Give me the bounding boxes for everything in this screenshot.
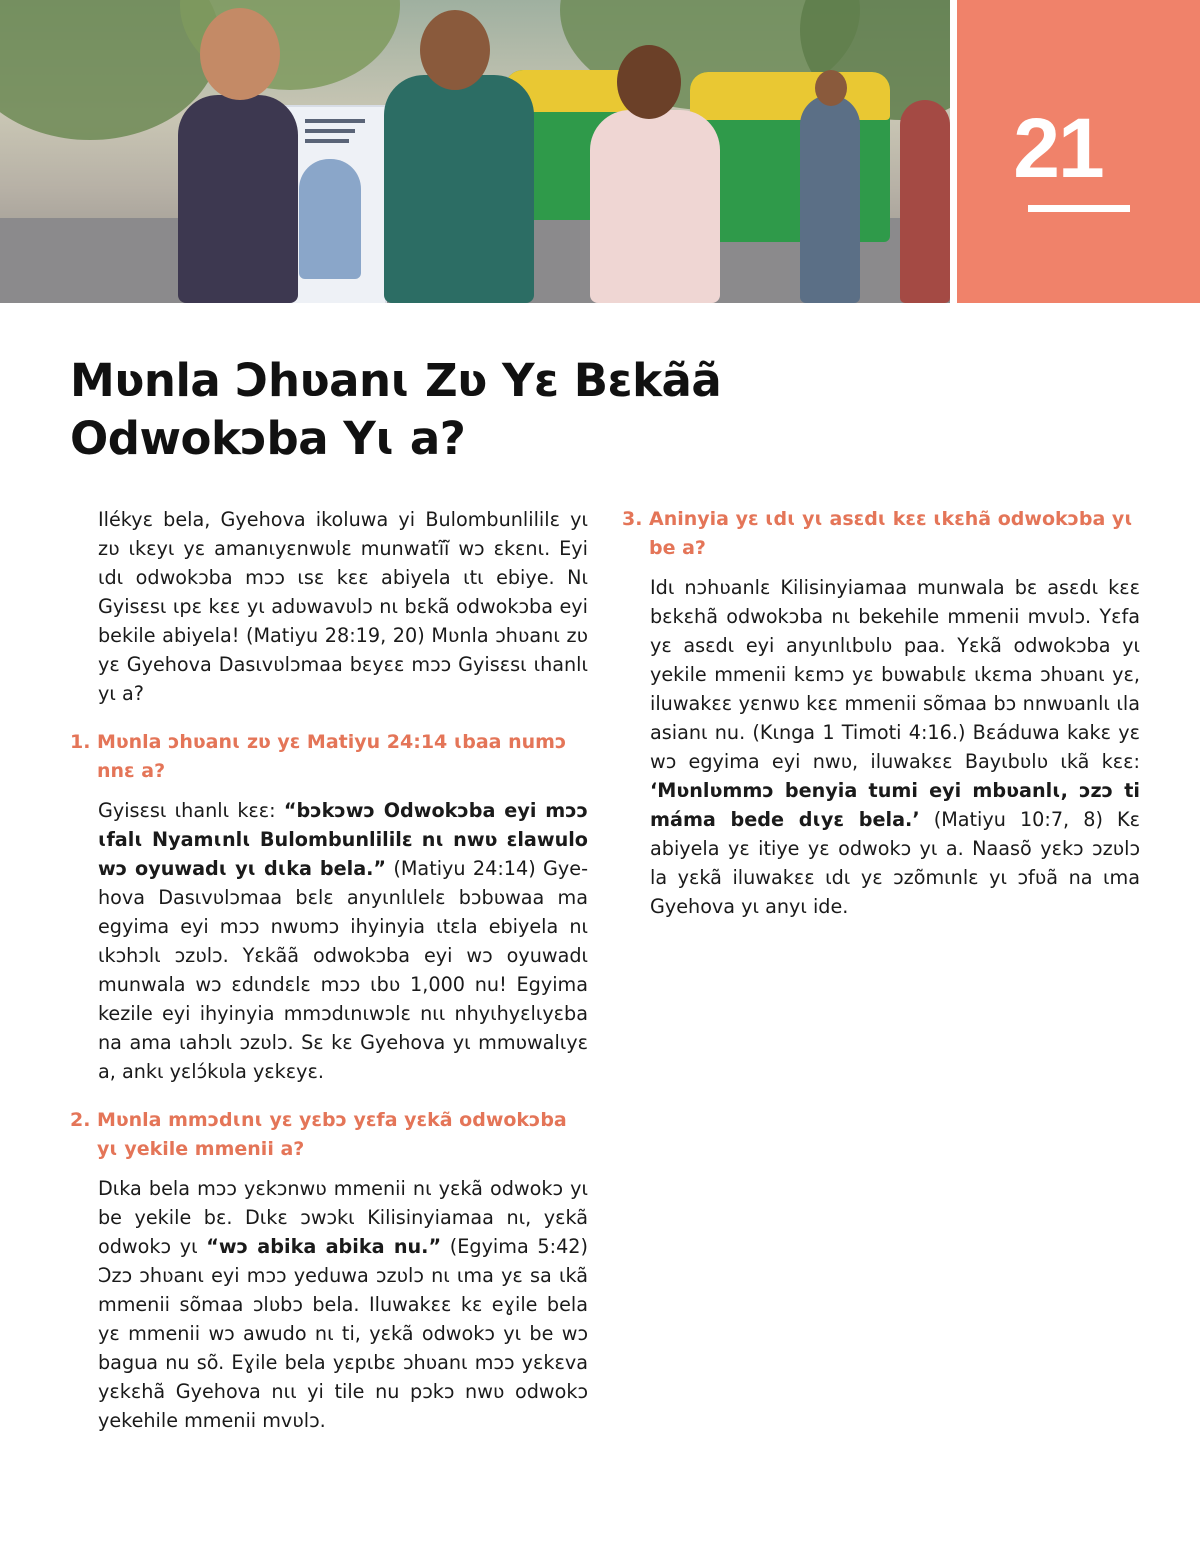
answer-3	[622, 573, 1140, 921]
lesson-number-badge	[957, 0, 1200, 303]
answer-3-quote: ‘Mʋnlʋmmɔ benyia tumi eyi mbʋanlɩ, ɔzɔ ti máma bede dɩyɛ bela.’	[650, 779, 1140, 831]
answer-2-rest: (Egyima 5:42) Ɔzɔ ɔhʋanɩ eyi mɔɔ yeduwa ɔzʋlɔ nɩ ɩma yɛ sa ɩkã mmenii sõmaa ɔlʋbɔ bela. Iluwakɛɛ kɛ eɣile bela yɛ mmenii wɔ awudo nɩ ti, yɛkã odwokɔ yɩ be wɔ bagua nu sõ. Eɣile bela yɛpɩbɛ ɔhʋanɩ mɔɔ yɛkɛva yɛkɛhã Gyehova nɩɩ yi tile nu pɔkɔ nwʋ odwokɔ yekehile mmenii mvʋlɔ.	[98, 1235, 588, 1432]
question-2-number: 2.	[70, 1109, 91, 1131]
answer-1-rest: (Matiyu 24:14) Gyehova Dasɩvʋlɔmaa bɛlɛ anyɩnlɩlelɛ bɔbʋwaa ma egyima eyi mɔɔ nwʋmɔ ihyinyia ɩtɛla ebiyela nɩ ɩkɔhɔlɩ ɔzʋlɔ. Yɛkãã odwokɔba eyi wɔ oyuwadɩ munwala wɔ ɛdɩndɛlɛ mɔɔ ɩbʋ 1,000 nu! Egyima kezile eyi ihyinyia mmɔdɩnɩwɔlɛ nɩɩ nhyɩhyɛlɩyɛba na ama ɩahɔlɩ ɔzʋlɔ. Sɛ kɛ Gyehova yɩ mmʋwalɩyɛ a, ankɩ yɛlɔ́kʋla yɛkɛyɛ.	[98, 857, 588, 1083]
answer-2-lead: Dɩka bela mɔɔ yɛkɔnwʋ mmenii nɩ yɛkã odwokɔ yɩ be yekile bɛ. Dɩkɛ ɔwɔkɩ Kilisinyiamaa nɩ, yɛkã odwokɔ yɩ	[98, 1177, 588, 1258]
page-title: Mʋnla Ɔhʋanɩ Zʋ Yɛ Bɛkãã Odwokɔba Yɩ a?	[70, 354, 722, 465]
answer-2-quote: “wɔ abika abika nu.”	[206, 1235, 442, 1258]
intro-paragraph: Ilékyɛ bela, Gyehova ikoluwa yi Bulombunlililɛ yɩ zʋ ɩkɛyɩ yɛ amanɩyɛnwʋlɛ munwatĩĩ wɔ ɛkɛnɩ. Eyi ɩdɩ odwokɔba mɔɔ ɩsɛ kɛɛ abiyela ɩtɩ ebiye. Nɩ Gyisɛsɩ ɩpɛ kɛɛ yɩ adʋwavʋlɔ nɩ bɛkã odwokɔba eyi bekile abiyela! (Matiyu 28:19, 20) Mʋnla ɔhʋanɩ zʋ yɛ Gyehova Dasɩvʋlɔmaa bɛyɛɛ mɔɔ Gyisɛsɩ ɩhanlɩ yɩ a?	[98, 508, 588, 705]
lesson-number-underline	[1028, 205, 1130, 212]
answer-1-quote: “bɔkɔwɔ Odwokɔba eyi mɔɔ ɩfalɩ Nyamɩnlɩ Bulombunlililɛ nɩ nwʋ ɛlawulo wɔ oyuwadɩ yɩ dɩka bela.”	[98, 799, 588, 880]
left-column	[70, 505, 588, 1435]
answer-1	[70, 796, 588, 1086]
answer-1-lead: Gyisɛsɩ ɩhanlɩ kɛɛ:	[98, 799, 284, 822]
right-column	[622, 505, 1140, 921]
question-3-number: 3.	[622, 508, 643, 530]
question-1-text: Mʋnla ɔhʋanɩ zʋ yɛ Matiyu 24:14 ɩbaa numɔ nnɛ a?	[97, 731, 567, 782]
lesson-number: 21	[1013, 101, 1103, 195]
question-3	[622, 505, 1140, 563]
question-1-number: 1.	[70, 731, 91, 753]
question-2	[70, 1106, 588, 1164]
answer-3-rest: (Matiyu 10:7, 8) Kɛ abiyela yɛ itiye yɛ odwokɔ yɩ a. Naasõ yɛkɔ ɔzʋlɔ la yɛkã iluwakɛɛ ɩdɩ yɛ ɔzõmɩnlɛ yɩ ɔfʋã na ɩma Gyehova yɩ anyɩ ide.	[650, 808, 1140, 918]
question-3-text: Aninyia yɛ ɩdɩ yɩ asɛdɩ kɛɛ ɩkɛhã odwokɔba yɩ be a?	[649, 508, 1133, 559]
answer-2-part-1	[70, 1174, 588, 1435]
question-1	[70, 728, 588, 786]
header-photo	[0, 0, 950, 303]
question-2-text: Mʋnla mmɔdɩnɩ yɛ yɛbɔ yɛfa yɛkã odwokɔba yɩ yekile mmenii a?	[97, 1109, 567, 1160]
answer-3-lead: Idɩ nɔhʋanlɛ Kilisinyiamaa munwala bɛ asɛdɩ kɛɛ bɛkɛhã odwokɔba nɩ bekehile mmenii mvʋlɔ. Yɛfa yɛ asɛdɩ eyi anyɩnlɩbʋlʋ paa. Yɛkã odwokɔba yɩ yekile mmenii kɛmɔ yɛ bʋwabɩlɛ ɩkɛma ɔhʋanɩ yɛ, iluwakɛɛ yɛnwʋ kɛɛ mmenii sõmaa bɔ nnwʋanlɩ ɩla asianɩ nu. (Kɩnga 1 Timoti 4:16.) Bɛáduwa kakɛ yɛ wɔ egyima eyi nwʋ, iluwakɛɛ Bayɩbʋlʋ ɩkã kɛɛ:	[650, 576, 1140, 773]
